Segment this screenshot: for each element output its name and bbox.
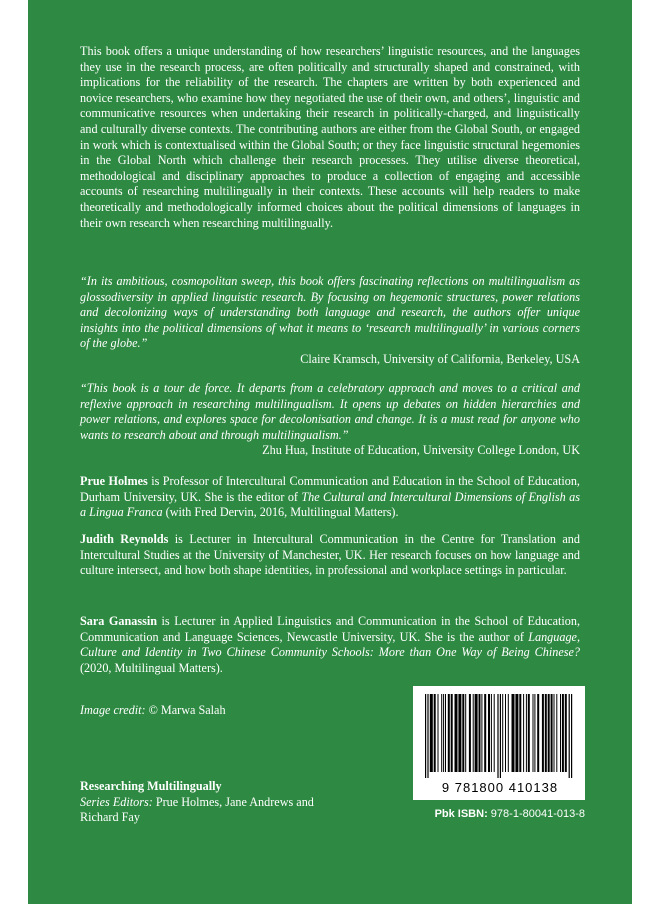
- barcode-bar: [515, 694, 518, 772]
- barcode-bar: [571, 694, 572, 778]
- barcode-bar: [533, 694, 534, 772]
- author-name-ganassin: Sara Ganassin: [80, 614, 158, 628]
- bio-text: is Lecturer in Intercultural Communication in the Centre for Translation and Intercultural Studies at the University of Manchester, UK. Her research focuses on how language and culture intersect, and how both shape identities, in professional and workplace settings in particular.: [80, 532, 580, 578]
- endorsement-quote-1: [80, 274, 580, 368]
- series-editors-line1: Prue Holmes, Jane Andrews and: [152, 794, 314, 809]
- bio-text: (with Fred Dervin, 2016, Multilingual Matters).: [162, 505, 399, 520]
- barcode-bar: [545, 694, 547, 772]
- series-title: Researching Multilingually: [80, 779, 222, 793]
- barcode-bar: [569, 694, 570, 778]
- barcode-bar: [537, 694, 539, 772]
- series-editors: [80, 795, 380, 811]
- isbn-value: 978-1-80041-013-8: [487, 808, 585, 820]
- barcode-bar: [455, 694, 458, 772]
- quote-2-text: “This book is a tour de force. It departs from a celebratory approach and moves to a critical and reflexive approach in researching multilingualism. It opens up debates on hidden hierarchies and power relations, and explores space for decolonisation and change. It is a must read for anyone who wants to research about and through multilingualism.”: [80, 381, 580, 442]
- bio-text: is Lecturer in Applied Linguistics and Communication in the School of Education, Communication and Language Sciences, Newcastle University, UK. She is the author of: [80, 614, 580, 644]
- bio-text: is Professor of Intercultural Communication and Education in the School of Education, Durham University, UK. She is the editor of: [80, 474, 580, 504]
- barcode-bar: [430, 694, 433, 772]
- image-credit: [80, 703, 226, 719]
- quote-1-text: “In its ambitious, cosmopolitan sweep, this book offers fascinating reflections on multilingualism as glossodiversity in applied linguistic research. By focusing on hegemonic structures, power relations and decolonizing ways of understanding both language and research, the authors offer unique insights into the political dimensions of what it means to ‘research multilingually’ in various corners of the globe.”: [80, 274, 580, 351]
- barcode-bar: [528, 694, 530, 772]
- barcode-bar: [458, 694, 461, 772]
- barcode-bar: [542, 694, 544, 772]
- image-credit-label: Image credit:: [80, 703, 146, 717]
- barcode-bar: [445, 694, 446, 772]
- barcode-bar: [438, 694, 439, 772]
- barcode-bar: [473, 694, 474, 772]
- barcode-bar: [508, 694, 509, 772]
- author-bio-holmes: [80, 474, 580, 521]
- quote-1-attribution: Claire Kramsch, University of California, Berkeley, USA: [300, 351, 580, 366]
- author-name-holmes: Prue Holmes: [80, 474, 148, 488]
- barcode-bar: [512, 694, 515, 772]
- barcode-bar: [484, 694, 486, 772]
- book-title-ganassin: Language, Culture and Identity in Two Chinese Community Schools: More than One Way of Being Chinese?: [80, 629, 580, 660]
- barcode-bar: [494, 694, 495, 772]
- author-bio-ganassin: [80, 614, 580, 676]
- barcode-bars: [421, 694, 577, 778]
- barcode-bar: [523, 694, 524, 772]
- barcode-bar: [481, 694, 482, 772]
- barcode-bar: [479, 694, 481, 772]
- barcode-bar: [505, 694, 506, 772]
- barcode-bar: [488, 694, 490, 772]
- endorsement-quote-2: [80, 381, 580, 459]
- barcode-bar: [534, 694, 535, 772]
- barcode-bar: [427, 694, 428, 778]
- author-bio-reynolds: [80, 532, 580, 579]
- quote-2-attribution: Zhu Hua, Institute of Education, University College London, UK: [262, 443, 580, 458]
- author-name-reynolds: Judith Reynolds: [80, 532, 169, 546]
- barcode-bar: [500, 694, 501, 778]
- barcode-bar: [462, 694, 464, 772]
- barcode-bar: [526, 694, 527, 772]
- series-editors-label: Series Editors:: [80, 794, 153, 809]
- barcode-bar: [556, 694, 557, 772]
- barcode-number: 9 781800 410138: [441, 780, 559, 795]
- barcode-bar: [465, 694, 466, 772]
- barcode-bar: [502, 694, 503, 772]
- barcode-bar: [565, 694, 567, 772]
- barcode-bar: [497, 694, 498, 778]
- barcode-bar: [519, 694, 521, 772]
- barcode-bar: [475, 694, 478, 772]
- series-editors-line2: Richard Fay: [80, 810, 140, 825]
- barcode-bar: [551, 694, 553, 772]
- barcode-bar: [451, 694, 453, 772]
- barcode-bar: [548, 694, 550, 772]
- barcode-bar: [448, 694, 450, 772]
- barcode-bar: [562, 694, 564, 772]
- barcode-bar: [425, 694, 426, 778]
- isbn-label: Pbk ISBN:: [434, 808, 488, 820]
- isbn: [413, 808, 585, 820]
- bio-text: (2020, Multilingual Matters).: [80, 660, 223, 675]
- barcode-bar: [491, 694, 492, 772]
- barcode-bar: [434, 694, 436, 772]
- barcode-bar: [441, 694, 442, 772]
- book-title-holmes: The Cultural and Intercultural Dimensions of English as a Lingua Franca: [80, 489, 580, 520]
- book-blurb: This book offers a unique understanding of how researchers’ linguistic resources, and the languages they use in the research process, are often politically and structurally shaped and constrained, with implications for the reliability of the research. The chapters are written by both experienced and novice researchers, who examine how they negotiated the use of their own, and others’, linguistic and communicative resources when undertaking their research in politically-charged, and linguistically and culturally diverse contexts. The contributing authors are either from the Global South, or engaged in work which is contextualised within the Global South; or they face linguistic structural hegemonies in the Global North which challenge their research processes. They utilise diverse theoretical, methodological and disciplinary approaches to produce a collection of engaging and accessible accounts of researching multilingually in their contexts. These accounts will help readers to make theoretically and methodologically informed choices about the political dimensions of languages in their own research when researching multilingually.: [80, 44, 580, 230]
- image-credit-value: © Marwa Salah: [145, 703, 226, 717]
- barcode-bar: [554, 694, 555, 772]
- series-info: [80, 779, 380, 826]
- barcode-bar: [560, 694, 561, 772]
- barcode-bar: [469, 694, 471, 772]
- barcode: [413, 686, 585, 800]
- barcode-bar: [443, 694, 444, 772]
